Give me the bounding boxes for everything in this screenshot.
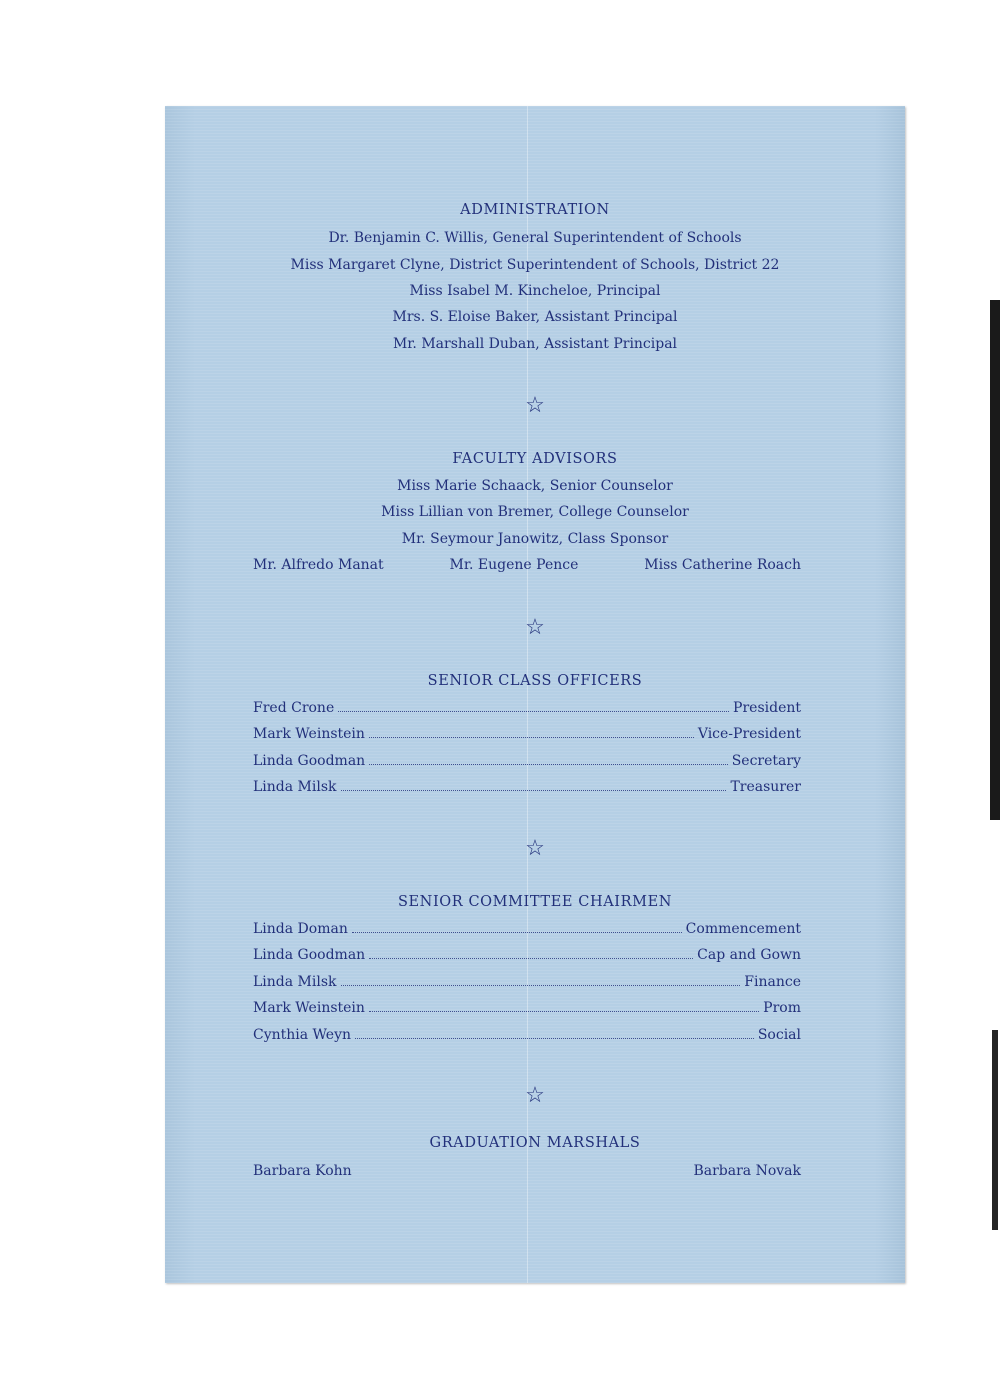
committee-row (253, 1027, 801, 1043)
chairman-name: Linda Doman (253, 921, 348, 937)
committee-name: Social (757, 1027, 801, 1043)
officer-role: Treasurer (730, 779, 801, 795)
star-divider-icon: ☆ (525, 615, 545, 640)
program-page (165, 106, 905, 1283)
star-divider-icon: ☆ (525, 393, 545, 418)
scan-edge-shadow (990, 300, 1000, 820)
committee-row (253, 974, 801, 990)
chairman-name: Linda Goodman (253, 947, 366, 963)
faculty-heading: FACULTY ADVISORS (452, 451, 618, 467)
officer-name: Linda Milsk (253, 779, 337, 795)
administration-line: Miss Isabel M. Kincheloe, Principal (409, 283, 661, 299)
dot-leader (369, 764, 728, 765)
faculty-advisor: Miss Catherine Roach (644, 557, 801, 573)
dot-leader (369, 958, 693, 959)
chairman-name: Linda Milsk (253, 974, 337, 990)
officer-role: President (733, 700, 801, 716)
dot-leader (338, 711, 729, 712)
committee-name: Finance (744, 974, 801, 990)
committee-name: Commencement (685, 921, 801, 937)
chairman-name: Mark Weinstein (253, 1000, 365, 1016)
dot-leader (369, 1011, 759, 1012)
committee-name: Prom (763, 1000, 801, 1016)
faculty-line: Miss Marie Schaack, Senior Counselor (397, 478, 673, 494)
officer-row (253, 700, 801, 716)
officer-role: Secretary (731, 753, 801, 769)
administration-line: Miss Margaret Clyne, District Superintendent of Schools, District 22 (290, 257, 780, 273)
dot-leader (352, 932, 682, 933)
faculty-advisor: Mr. Eugene Pence (449, 557, 579, 573)
officer-role: Vice-President (697, 726, 801, 742)
dot-leader (355, 1038, 754, 1039)
faculty-advisor: Mr. Alfredo Manat (253, 557, 384, 573)
committee-row (253, 947, 801, 963)
officer-name: Fred Crone (253, 700, 335, 716)
marshal-name: Barbara Kohn (253, 1163, 352, 1179)
officer-row (253, 753, 801, 769)
chairman-name: Cynthia Weyn (253, 1027, 352, 1043)
officer-row (253, 726, 801, 742)
dot-leader (369, 737, 694, 738)
marshal-name: Barbara Novak (693, 1163, 801, 1179)
administration-heading: ADMINISTRATION (460, 202, 610, 218)
officers-heading: SENIOR CLASS OFFICERS (427, 673, 643, 689)
administration-line: Mrs. S. Eloise Baker, Assistant Principal (392, 309, 678, 325)
dot-leader (341, 790, 727, 791)
officer-name: Mark Weinstein (253, 726, 365, 742)
faculty-line: Miss Lillian von Bremer, College Counselor (381, 504, 689, 520)
committee-heading: SENIOR COMMITTEE CHAIRMEN (397, 894, 673, 910)
star-divider-icon: ☆ (525, 836, 545, 861)
committee-name: Cap and Gown (697, 947, 801, 963)
dot-leader (341, 985, 741, 986)
faculty-line: Mr. Seymour Janowitz, Class Sponsor (401, 531, 669, 547)
scan-edge-shadow-lower (992, 1030, 998, 1230)
committee-row (253, 921, 801, 937)
committee-row (253, 1000, 801, 1016)
officer-name: Linda Goodman (253, 753, 366, 769)
faculty-additional-advisors (253, 557, 801, 573)
marshals-heading: GRADUATION MARSHALS (429, 1135, 641, 1151)
administration-line: Dr. Benjamin C. Willis, General Superintendent of Schools (328, 230, 742, 246)
star-divider-icon: ☆ (525, 1083, 545, 1108)
officer-row (253, 779, 801, 795)
administration-line: Mr. Marshall Duban, Assistant Principal (392, 336, 678, 352)
marshals-names (253, 1163, 801, 1179)
